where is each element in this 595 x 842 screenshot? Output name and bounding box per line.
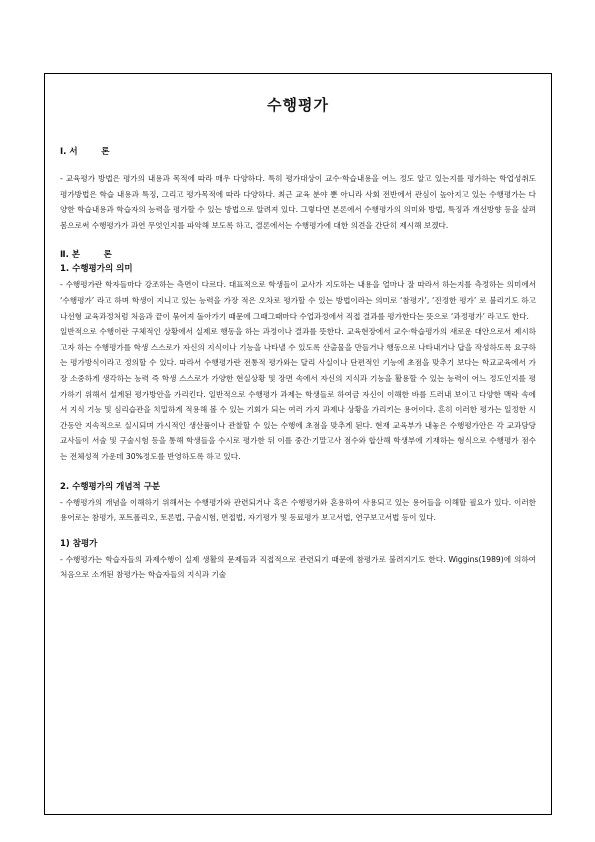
meaning-paragraph-2: 일반적으로 수행이란 구체적인 상황에서 실제로 행동을 하는 과정이나 결과를 뜻한다. 교육현장에서 교수·학습평가의 새로운 대안으로서 제시하고자 하는 수행평가를 학생 스스로가 자신의 지식이나 기능을 나타낼 수 있도록 산출물을 만들거나 행동으로 나타내거나 답을 작성하도록 요구하는 평가방식이라고 정의할 수 있다. 따라서 수행평가란 전통적 평가와는 달리 사실이나 단편적인 기능에 초점을 맞추기 보다는 학교교육에서 가장 소중하게 생각하는 능력 즉 학생 스스로가 가양한 현실상황 및 장면 속에서 자신의 지식과 기능을 활용할 수 있는 능력이 어느 정도인지를 평가하기 위해서 설계된 평가방안을 가리킨다. 일반적으로 수행평가 과제는 학생들로 하여금 자신이 이해한 바를 드러내 보이고 다양한 맥락 속에서 지식 기능 및 심리습관을 치밀하게 적용해 볼 수 있는 기회가 되는 여러 가지 과제나 상황을 가리키는 용어이다. 흔히 이러한 평가는 일정한 시간동안 지속적으로 실시되며 가시적인 생산품이나 관찰할 수 있는 수행에 초점을 맞추게 된다. 현재 교육부가 내놓은 수행평가안은 각 교과담당 교사들이 서술 및 구술시험 등을 통해 학생들을 수시로 평가한 뒤 이를 중간·기말고사 점수와 합산해 학생부에 기재하는 형식으로 수행평가 점수는 전체성적 가운데 30%정도를 반영하도록 하고 있다. — [60, 327, 536, 461]
intro-paragraph: - 교육평가 방법은 평가의 내용과 목적에 따라 매우 다양하다. 특히 평가대상이 교수·학습내용을 어느 정도 알고 있는지를 평가하는 학업성취도 평가방법은 학습 내용과 특징, 그리고 평가목적에 따라 다양하다. 최근 교육 분야 뿐 아니라 사회 전반에서 관심이 높아지고 있는 수행평가는 다양한 학습내용과 학습자의 능력을 평가할 수 있는 방법으로 알려져 있다. 그렇다면 본론에서 수행평가의 의미와 방법, 특징과 개선방향 등을 살펴봄으로써 수행평가가 과연 무엇인지를 파악해 보도록 하고, 결론에서는 수행평가에 대한 의견을 간단히 제시해 보겠다. — [60, 174, 536, 230]
authentic-paragraph: - 수행평가는 학습자들의 과제수행이 실제 생활의 문제들과 직접적으로 관련되기 때문에 참평가로 불려지기도 한다. Wiggins(1989)에 의하여 처음으로 소개된 참평가는 학습자들의 지식과 기술 — [60, 554, 536, 580]
concept-paragraph: - 수행평가의 개념을 이해하기 위해서는 수행평가와 관련되거나 혹은 수행평가와 혼용하여 사용되고 있는 용어들을 이해할 필요가 있다. 이러한 용어로는 참평가, 포트폴리오, 토론법, 구술시험, 면접법, 자기평가 및 동료평가 보고서법, 연구보고서법 등이 있다. — [60, 497, 536, 523]
meaning-paragraph-1: - 수행평가란 학자들마다 강조하는 측면이 다르다. 대표적으로 학생들이 교사가 지도하는 내용을 얼마나 잘 따라서 하는지를 측정하는 의미에서 ‘수행평가’ 라고 하며 학생이 지니고 있는 능력을 가장 적은 오차로 평가할 수 있는 방법이라는 의미로 ‘참평가’, ‘진정한 평가’ 로 불리기도 하고 나선형 교육과정처럼 처음과 끝이 묶어져 돌아가기 때문에 그때그때마다 수업과정에서 직접 결과를 평가한다는 뜻으로 ‘과정평가’ 라고도 한다. — [60, 280, 536, 321]
subsection-title-meaning: 1. 수행평가의 의미 — [60, 264, 133, 275]
subsection-title-authentic: 1) 참평가 — [60, 538, 98, 549]
section-heading-intro: Ⅰ. 서 론 — [60, 147, 110, 157]
document-title: 수행평가 — [267, 96, 329, 114]
subsection-title-concept: 2. 수행평가의 개념적 구분 — [60, 481, 161, 492]
section-heading-body: Ⅱ. 본 론 — [60, 250, 112, 261]
document-body — [60, 94, 536, 583]
